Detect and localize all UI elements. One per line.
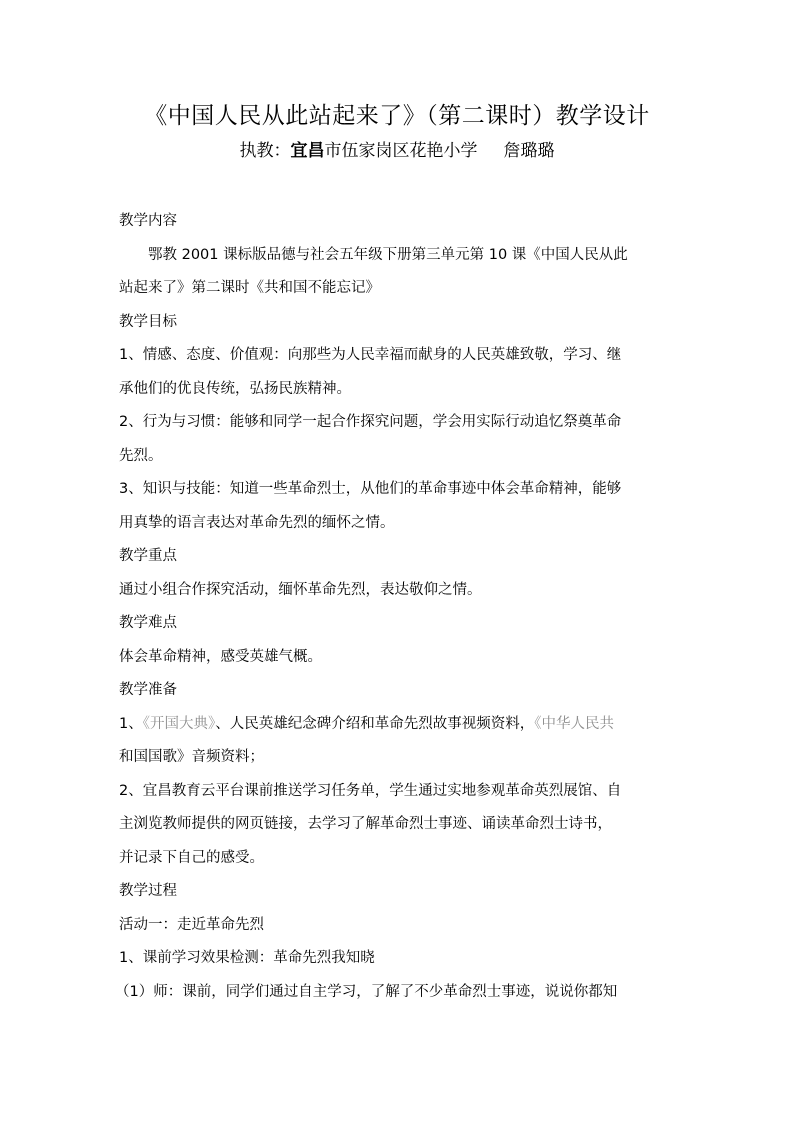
section-heading-difficulties: 教学难点 (119, 615, 177, 631)
preparation-line (119, 708, 679, 742)
content-paragraph-line: 鄂教 2001 课标版品德与社会五年级下册第三单元第 10 课《中国人民从此 (148, 246, 628, 263)
document-body (115, 205, 679, 1009)
goal-line: 承他们的优良传统，弘扬民族精神。 (119, 380, 351, 397)
goal-line: 用真挚的语言表达对革命先烈的缅怀之情。 (119, 514, 395, 531)
goal-line: 2、行为与习惯：能够和同学一起合作探究问题，学会用实际行动追忆祭奠革命 (119, 414, 622, 430)
section-heading-process: 教学过程 (119, 883, 177, 899)
section-heading-preparation: 教学准备 (119, 682, 177, 698)
section-heading-content: 教学内容 (119, 213, 177, 229)
prep-gray-title: 《中华人民共 (534, 715, 614, 732)
preparation-line: 和国国歌》音频资料； (119, 749, 264, 765)
document-byline (0, 138, 794, 164)
preparation-line: 2、宜昌教育云平台课前推送学习任务单，学生通过实地参观革命英烈展馆、自 (119, 782, 622, 799)
preparation-line: 主浏览教师提供的网页链接，去学习了解革命烈士事迹、诵读革命烈士诗书， (119, 816, 612, 832)
byline-label: 执教： (239, 141, 291, 161)
process-step: 1、课前学习效果检测：革命先烈我知晓 (119, 950, 375, 966)
content-paragraph-line: 站起来了》第二课时《共和国不能忘记》 (119, 280, 380, 296)
prep-number: 1、 (119, 715, 143, 732)
goal-line: 1、情感、态度、价值观：向那些为人民幸福而献身的人民英雄致敬，学习、继 (119, 347, 622, 363)
byline-teacher: 詹璐璐 (503, 141, 555, 161)
process-substep: （1）师：课前，同学们通过自主学习，了解了不少革命烈士事迹，说说你都知 (115, 983, 618, 1000)
document-title: 《中国人民从此站起来了》（第二课时）教学设计 (144, 103, 650, 129)
byline-school-bold: 宜昌 (290, 141, 325, 161)
preparation-line: 并记录下自己的感受。 (119, 849, 264, 866)
goal-line: 3、知识与技能：知道一些革命烈士，从他们的革命事迹中体会革命精神，能够 (119, 481, 622, 497)
section-heading-key-points: 教学重点 (119, 548, 177, 564)
byline-school: 市伍家岗区花艳小学 (324, 141, 478, 161)
activity-heading: 活动一：走近革命先烈 (119, 916, 264, 933)
goal-line: 先烈。 (119, 447, 163, 464)
prep-text: 、人民英雄纪念碑介绍和革命先烈故事视频资料， (215, 715, 535, 732)
key-points-text: 通过小组合作探究活动，缅怀革命先烈，表达敬仰之情。 (119, 581, 482, 598)
difficulties-text: 体会革命精神，感受英雄气概。 (119, 648, 322, 665)
section-heading-goals: 教学目标 (119, 313, 177, 330)
prep-gray-title: 《开国大典》 (142, 715, 216, 732)
